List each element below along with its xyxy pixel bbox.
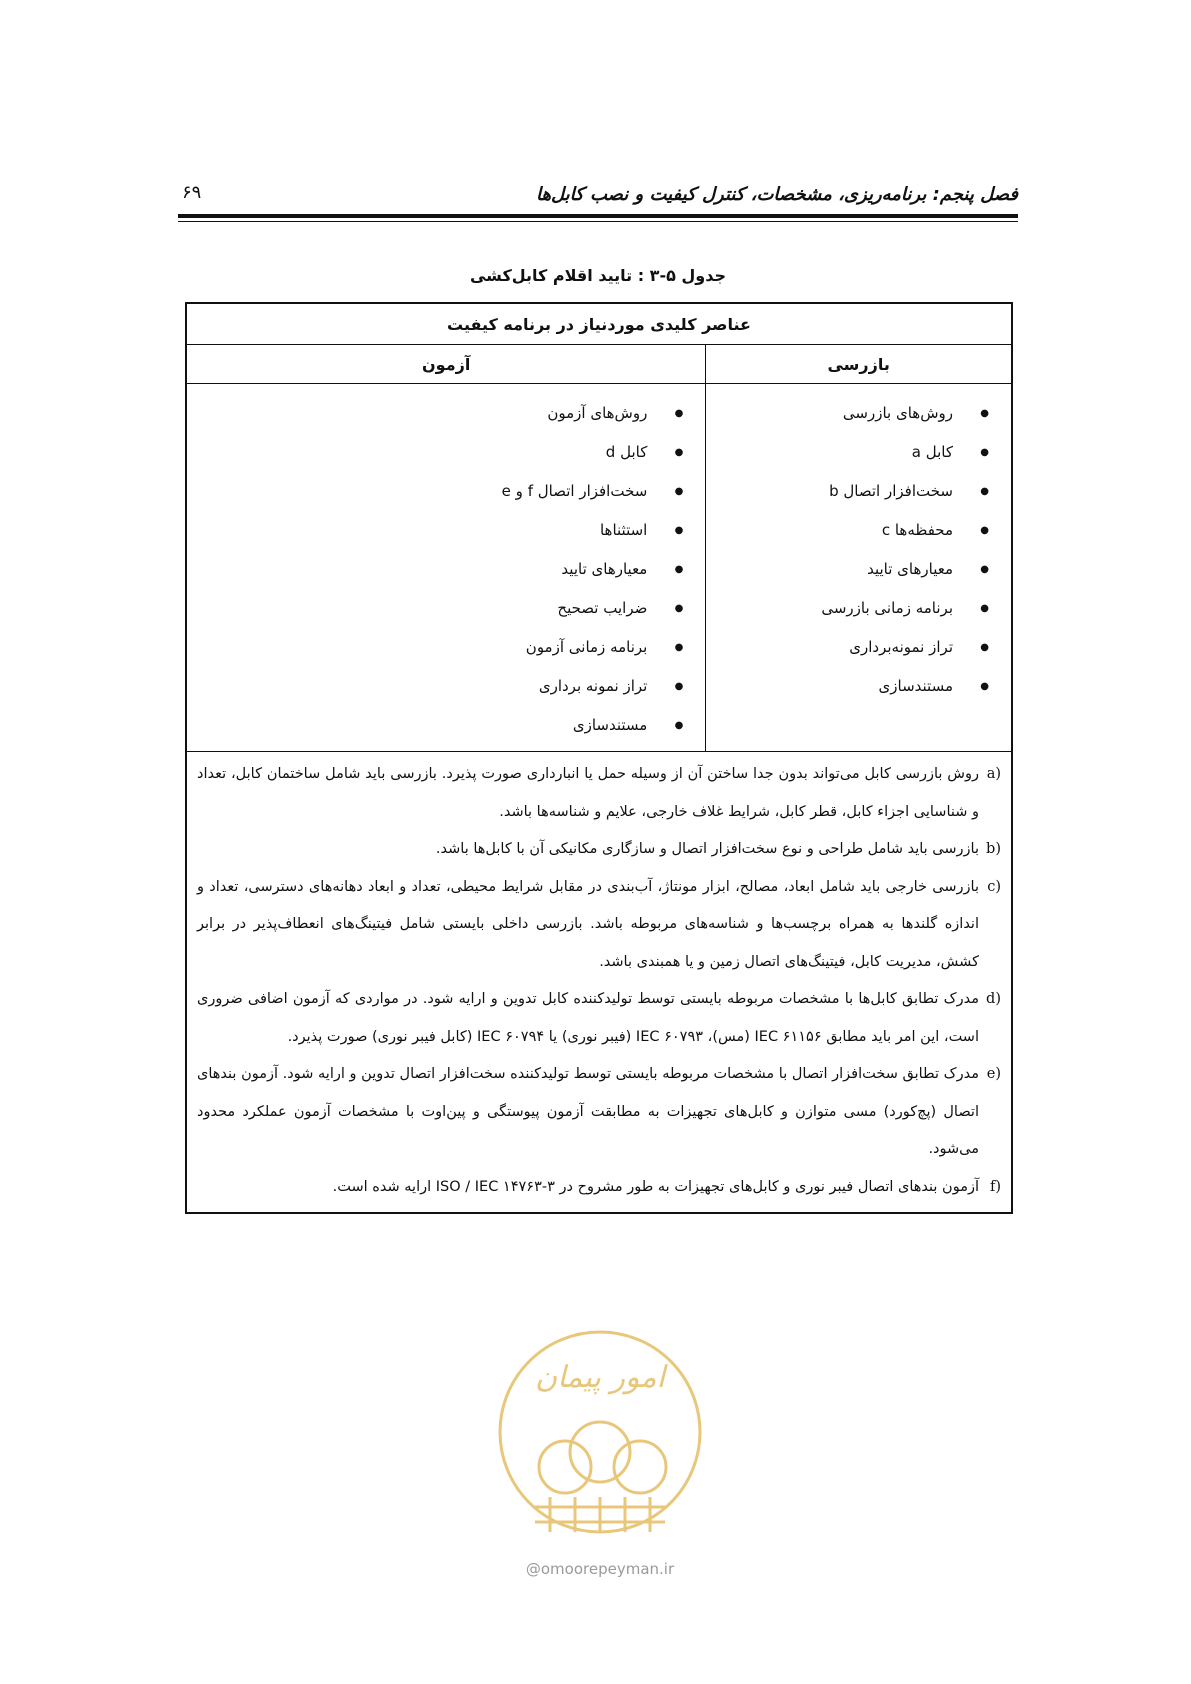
note-label: a)	[986, 766, 1001, 782]
page-header	[178, 180, 1018, 214]
note-text: مدرک تطابق سخت‌افزار اتصال با مشخصات مربوطه بایستی توسط تولیدکننده سخت‌افزار اتصال تدوین و ارایه شود. آزمون بندهای اتصال (پچ‌کورد) مسی متوازن و کابل‌های تجهیزات به مطابقت آزمون پیوستگی و پین‌اوت با مشخصات آزمون عملکرد محدود می‌شود.	[197, 1066, 979, 1157]
watermark-logo	[495, 1317, 705, 1557]
inspection-column	[706, 384, 1012, 752]
list-item: ● تراز نمونه برداری	[187, 667, 705, 706]
list-item: ● سخت‌افزار اتصال b	[706, 472, 1011, 511]
note-label: f)	[989, 1178, 1001, 1195]
list-item: ● کابل d	[187, 433, 705, 472]
note-f	[197, 1169, 1001, 1207]
table-main-header: عناصر کلیدی موردنیاز در برنامه کیفیت	[186, 303, 1012, 345]
note-c	[197, 869, 1001, 982]
note-label: b)	[986, 841, 1001, 857]
inspection-list	[706, 384, 1011, 712]
note-e	[197, 1056, 1001, 1169]
logo-text: امور پیمان	[535, 1360, 665, 1395]
table-notes	[186, 752, 1012, 1214]
note-label: c)	[987, 878, 1001, 895]
grid-lines	[535, 1497, 665, 1532]
note-label: d)	[986, 991, 1001, 1007]
note-text: بازرسی خارجی باید شامل ابعاد، مصالح، ابزار مونتاژ، آب‌بندی در مقابل شرایط محیطی، تعداد و ابعاد دهانه‌های دسترسی، تعداد و اندازه گلندها به همراه برچسب‌ها و شناسه‌های مربوطه باشد. بازرسی داخلی بایستی شامل فیتینگ‌های انعطاف‌پذیر در برابر کشش، مدیریت کابل، فیتینگ‌های اتصال زمین و یا همبندی باشد.	[197, 878, 979, 970]
list-item: ● محفظه‌ها c	[706, 511, 1011, 550]
note-text: مدرک تطابق کابل‌ها با مشخصات مربوطه بایستی توسط تولیدکننده کابل تدوین و ارایه شود. در مواردی که آزمون اضافی ضروری است، این امر باید مطابق IEC ۶۱۱۵۶ (مس)، IEC ۶۰۷۹۳ (فیبر نوری) یا IEC ۶۰۷۹۴ (کابل فیبر نوری) صورت پذیرد.	[197, 991, 979, 1045]
quality-plan-table	[185, 302, 1013, 1214]
testing-column-header: آزمون	[186, 345, 706, 384]
note-text: روش بازرسی کابل می‌تواند بدون جدا ساختن آن از وسیله حمل یا انبارداری صورت پذیرد. بازرسی باید شامل ساختمان کابل، تعداد و شناسایی اجزاء کابل، قطر کابل، شرایط غلاف خارجی، علایم و شناسه‌ها باشد.	[197, 766, 979, 820]
inspection-column-header: بازرسی	[706, 345, 1012, 384]
list-item: ● معیارهای تایید	[706, 550, 1011, 589]
list-item: ● سخت‌افزار اتصال f و e	[187, 472, 705, 511]
header-rule-thick	[178, 214, 1018, 218]
list-item: ● تراز نمونه‌برداری	[706, 628, 1011, 667]
chapter-title: فصل پنجم: برنامه‌ریزی، مشخصات، کنترل کیفیت و نصب کابل‌ها	[536, 184, 1018, 205]
testing-column	[186, 384, 706, 752]
testing-list	[187, 384, 705, 751]
list-item: ● معیارهای تایید	[187, 550, 705, 589]
note-text: بازرسی باید شامل طراحی و نوع سخت‌افزار اتصال و سازگاری مکانیکی آن با کابل‌ها باشد.	[435, 841, 979, 857]
list-item: ● روش‌های آزمون	[187, 394, 705, 433]
page-number: ۶۹	[182, 182, 202, 203]
note-text: آزمون بندهای اتصال فیبر نوری و کابل‌های تجهیزات به طور مشروح در ISO / IEC ۱۴۷۶۳-۳ ارایه شده است.	[332, 1178, 979, 1195]
list-item: ● کابل a	[706, 433, 1011, 472]
note-label: e)	[986, 1066, 1001, 1082]
table-caption: جدول ۵-۳ : تایید اقلام کابل‌کشی	[469, 266, 727, 285]
gear-right	[614, 1441, 666, 1493]
list-item: ● مستندسازی	[706, 667, 1011, 706]
note-d	[197, 981, 1001, 1056]
note-a	[197, 756, 1001, 831]
watermark-url: @omoorepeyman.ir	[525, 1560, 675, 1578]
note-b	[197, 831, 1001, 869]
gear-center	[570, 1422, 630, 1482]
header-rule-thin	[178, 221, 1018, 222]
list-item: ● برنامه زمانی آزمون	[187, 628, 705, 667]
list-item: ● برنامه زمانی بازرسی	[706, 589, 1011, 628]
list-item: ● استثناها	[187, 511, 705, 550]
list-item: ● ضرایب تصحیح	[187, 589, 705, 628]
gear-left	[539, 1441, 591, 1493]
list-item: ● روش‌های بازرسی	[706, 394, 1011, 433]
list-item: ● مستندسازی	[187, 706, 705, 745]
